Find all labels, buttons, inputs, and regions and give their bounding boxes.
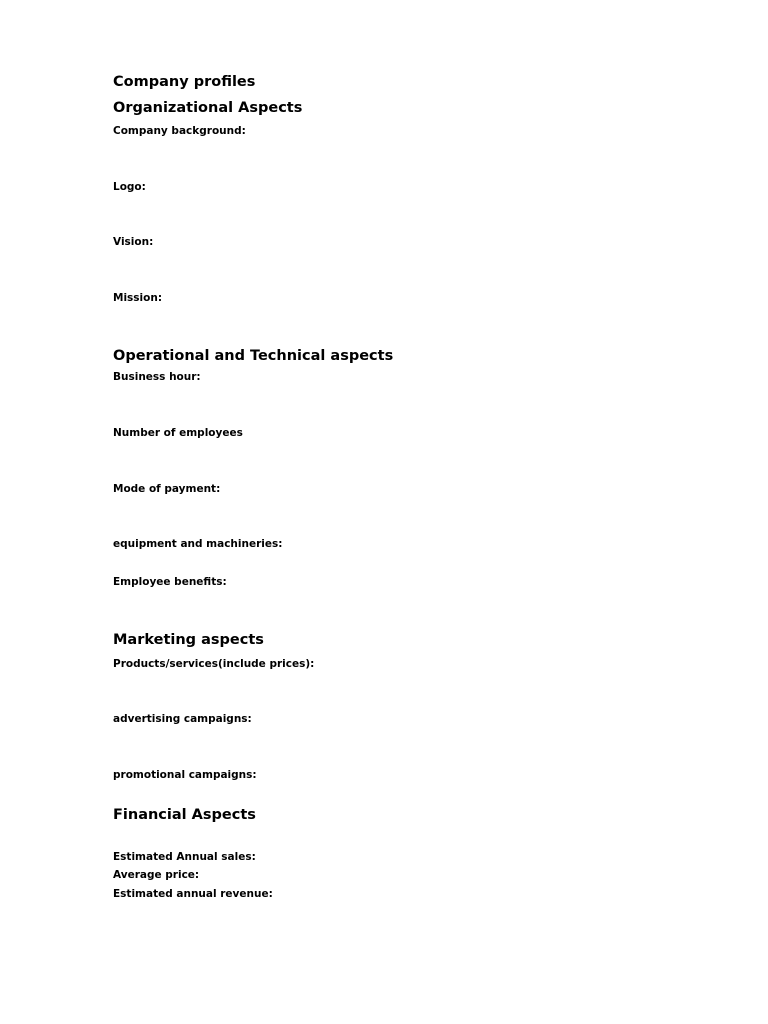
field-label-average-price: Average price: xyxy=(113,869,200,881)
field-label-estimated-annual-revenue: Estimated annual revenue: xyxy=(113,888,273,900)
field-label-logo: Logo: xyxy=(113,181,146,193)
field-label-estimated-annual-sales: Estimated Annual sales: xyxy=(113,851,256,863)
field-label-employee-benefits: Employee benefits: xyxy=(113,576,227,588)
field-label-company-background: Company background: xyxy=(113,125,246,137)
field-label-equipment: equipment and machineries: xyxy=(113,538,283,550)
section-heading-financial: Financial Aspects xyxy=(113,807,256,823)
section-heading-organizational: Organizational Aspects xyxy=(113,100,303,116)
field-label-number-of-employees: Number of employees xyxy=(113,427,243,439)
document-title: Company profiles xyxy=(113,74,256,90)
field-label-mission: Mission: xyxy=(113,292,163,304)
section-heading-operational: Operational and Technical aspects xyxy=(113,348,394,364)
field-label-promotional-campaigns: promotional campaigns: xyxy=(113,769,257,781)
field-label-products-services: Products/services(include prices): xyxy=(113,658,315,670)
field-label-vision: Vision: xyxy=(113,236,154,248)
field-label-business-hour: Business hour: xyxy=(113,371,201,383)
section-heading-marketing: Marketing aspects xyxy=(113,632,264,648)
field-label-mode-of-payment: Mode of payment: xyxy=(113,483,221,495)
field-label-advertising-campaigns: advertising campaigns: xyxy=(113,713,252,725)
